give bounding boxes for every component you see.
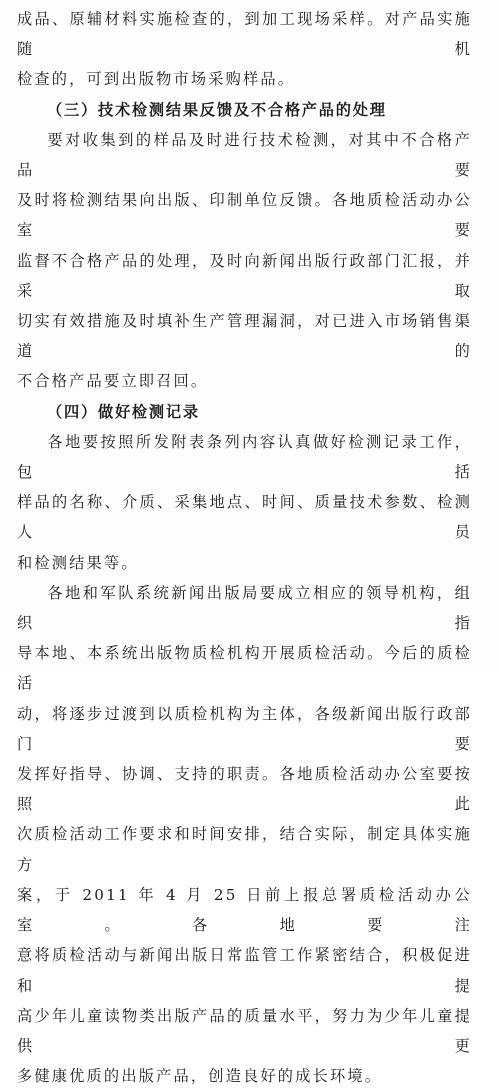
text-line: 导本地、本系统出版物质检机构开展质检活动。今后的质检活 — [17, 644, 472, 693]
text-line: 和检测结果等。 — [17, 553, 139, 572]
text-line: 及时将检测结果向出版、印制单位反馈。各地质检活动办公室要 — [17, 191, 472, 240]
text-line: 各地和军队系统新闻出版局要成立相应的领导机构，组织指 — [17, 583, 472, 633]
paragraph-sampling — [17, 4, 472, 95]
text-line: 要对收集到的样品及时进行技术检测，对其中不合格产品要 — [17, 130, 472, 180]
text-line: 检查的，可到出版物市场采购样品。 — [17, 70, 296, 89]
paragraph-feedback — [17, 125, 472, 397]
text-line: 发挥好指导、协调、支持的职责。各地质检活动办公室要按照此 — [17, 765, 472, 814]
text-line: 监督不合格产品的处理，及时向新闻出版行政部门汇报，并采取 — [17, 251, 472, 300]
text-line: 成品、原辅材料实施检查的，到加工现场采样。对产品实施随机 — [17, 10, 472, 59]
text-line: 案，于 2011 年 4 月 25 日前上报总署质检活动办公室。各地要注 — [17, 885, 472, 935]
text-line: 意将质检活动与新闻出版日常监管工作紧密结合，积极促进和提 — [17, 946, 472, 995]
text-line: 样品的名称、介质、采集地点、时间、质量技术参数、检测人员 — [17, 493, 472, 542]
text-line: 切实有效措施及时填补生产管理漏洞，对已进入市场销售渠道的 — [17, 312, 472, 361]
text-line: 次质检活动工作要求和时间安排，结合实际，制定具体实施方 — [17, 825, 472, 874]
paragraph-organization — [17, 578, 472, 1091]
text-line: 多健康优质的出版产品，创造良好的成长环境。 — [17, 1067, 383, 1086]
text-line: 各地要按照所发附表条列内容认真做好检测记录工作，包括 — [17, 432, 472, 482]
text-line: 高少年儿童读物类出版产品的质量水平，努力为少年儿童提供更 — [17, 1006, 472, 1055]
paragraph-records — [17, 427, 472, 578]
section-heading-3: （三）技术检测结果反馈及不合格产品的处理 — [47, 100, 387, 119]
text-line: 动，将逐步过渡到以质检机构为主体，各级新闻出版行政部门要 — [17, 704, 472, 753]
text-line: 不合格产品要立即召回。 — [17, 372, 209, 391]
section-heading-4: （四）做好检测记录 — [47, 402, 200, 421]
